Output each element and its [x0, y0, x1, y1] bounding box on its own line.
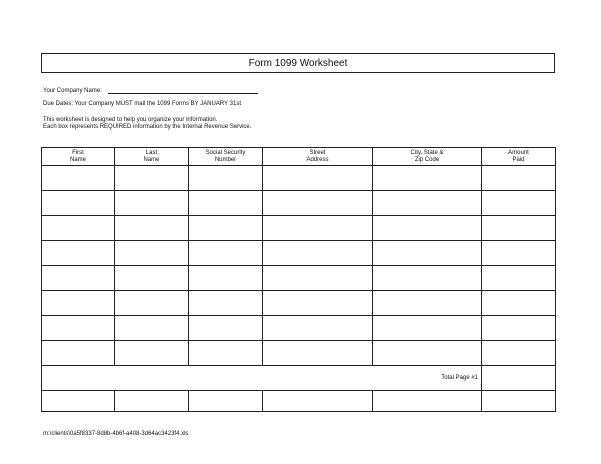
table-cell[interactable]: [482, 166, 556, 191]
worksheet-title: [41, 53, 555, 73]
worksheet-title-text: Form 1099 Worksheet: [248, 57, 348, 69]
table-row: [42, 291, 556, 316]
table-cell[interactable]: [42, 166, 115, 191]
total-amount-cell[interactable]: [482, 366, 556, 391]
table-cell[interactable]: [373, 216, 482, 241]
table-row: [42, 316, 556, 341]
table-cell[interactable]: [482, 241, 556, 266]
table-row: [42, 191, 556, 216]
table-row: [42, 216, 556, 241]
table-cell[interactable]: [482, 266, 556, 291]
table-cell[interactable]: [42, 316, 115, 341]
table-header-row: [42, 148, 556, 166]
table-cell[interactable]: [263, 191, 373, 216]
table-cell[interactable]: [482, 291, 556, 316]
table-cell[interactable]: [373, 291, 482, 316]
column-header-first-name: [42, 148, 115, 166]
table-cell[interactable]: [42, 266, 115, 291]
table-cell[interactable]: [115, 166, 189, 191]
column-header-line2: Number: [214, 156, 237, 163]
column-header-line2: Zip Code: [414, 156, 440, 163]
column-header-line2: Address: [306, 156, 329, 163]
company-name-field[interactable]: [108, 86, 258, 94]
table-cell[interactable]: [115, 291, 189, 316]
column-header-line2: Name: [143, 156, 160, 163]
table-row: [42, 166, 556, 191]
column-header-last-name: [115, 148, 189, 166]
total-row: [42, 366, 556, 391]
company-name-label: Your Company Name:: [43, 88, 102, 94]
column-header-line1: First: [72, 150, 84, 156]
column-header-line1: Social Security: [205, 150, 246, 156]
table-cell[interactable]: [482, 191, 556, 216]
column-header-street-address: [263, 148, 373, 166]
table-cell[interactable]: [189, 341, 263, 366]
table-cell[interactable]: [263, 166, 373, 191]
table-cell[interactable]: [115, 341, 189, 366]
table-cell[interactable]: [189, 166, 263, 191]
table-cell[interactable]: [482, 216, 556, 241]
table-cell[interactable]: [189, 291, 263, 316]
table-row: [42, 391, 556, 412]
column-header-line1: Amount: [508, 150, 529, 156]
due-dates-text: Due Dates: Your Company MUST mail the 1099 Forms BY JANUARY 31st: [43, 101, 241, 107]
table-cell[interactable]: [263, 241, 373, 266]
table-cell[interactable]: [115, 191, 189, 216]
column-header-ssn: [189, 148, 263, 166]
table-cell[interactable]: [263, 391, 373, 412]
column-header-amount-paid: [482, 148, 556, 166]
table-cell[interactable]: [373, 391, 482, 412]
file-path-footer: m:\clients\0a5f8337-8d8b-4b6f-a408-3d64ac3423f4.xls: [43, 431, 189, 437]
table-row: [42, 266, 556, 291]
table-cell[interactable]: [189, 191, 263, 216]
worksheet-table: [41, 147, 556, 412]
intro-line-2: Each box represents REQUIRED information by the Internal Revenue Service.: [43, 124, 252, 130]
table-cell[interactable]: [189, 316, 263, 341]
table-row: [42, 341, 556, 366]
table-cell[interactable]: [115, 241, 189, 266]
table-cell[interactable]: [263, 341, 373, 366]
table-cell[interactable]: [115, 266, 189, 291]
table-cell[interactable]: [42, 216, 115, 241]
table-cell[interactable]: [263, 266, 373, 291]
table-cell[interactable]: [373, 166, 482, 191]
column-header-city-state-zip: [373, 148, 482, 166]
intro-line-1: This worksheet is designed to help you organize your information.: [43, 117, 218, 123]
table-cell[interactable]: [42, 291, 115, 316]
total-page-label: Total Page #1: [42, 366, 482, 391]
table-cell[interactable]: [42, 341, 115, 366]
table-cell[interactable]: [263, 316, 373, 341]
column-header-line2: Name: [69, 156, 86, 163]
table-cell[interactable]: [482, 341, 556, 366]
worksheet-table-wrap: [41, 147, 555, 409]
column-header-line2: Paid: [512, 156, 525, 163]
column-header-line1: City, State &: [410, 150, 444, 156]
table-cell[interactable]: [115, 391, 189, 412]
table-cell[interactable]: [263, 216, 373, 241]
column-header-line1: Last: [145, 150, 158, 156]
column-header-line1: Street: [309, 150, 326, 156]
table-cell[interactable]: [373, 191, 482, 216]
table-row: [42, 241, 556, 266]
table-cell[interactable]: [189, 391, 263, 412]
table-cell[interactable]: [263, 291, 373, 316]
table-cell[interactable]: [482, 391, 556, 412]
table-cell[interactable]: [373, 341, 482, 366]
table-cell[interactable]: [373, 266, 482, 291]
company-name-row: [43, 86, 258, 94]
table-cell[interactable]: [482, 316, 556, 341]
table-cell[interactable]: [373, 241, 482, 266]
table-cell[interactable]: [115, 216, 189, 241]
table-cell[interactable]: [42, 191, 115, 216]
table-cell[interactable]: [189, 266, 263, 291]
table-cell[interactable]: [373, 316, 482, 341]
table-cell[interactable]: [189, 216, 263, 241]
table-cell[interactable]: [42, 391, 115, 412]
table-cell[interactable]: [42, 241, 115, 266]
table-cell[interactable]: [115, 316, 189, 341]
table-cell[interactable]: [189, 241, 263, 266]
